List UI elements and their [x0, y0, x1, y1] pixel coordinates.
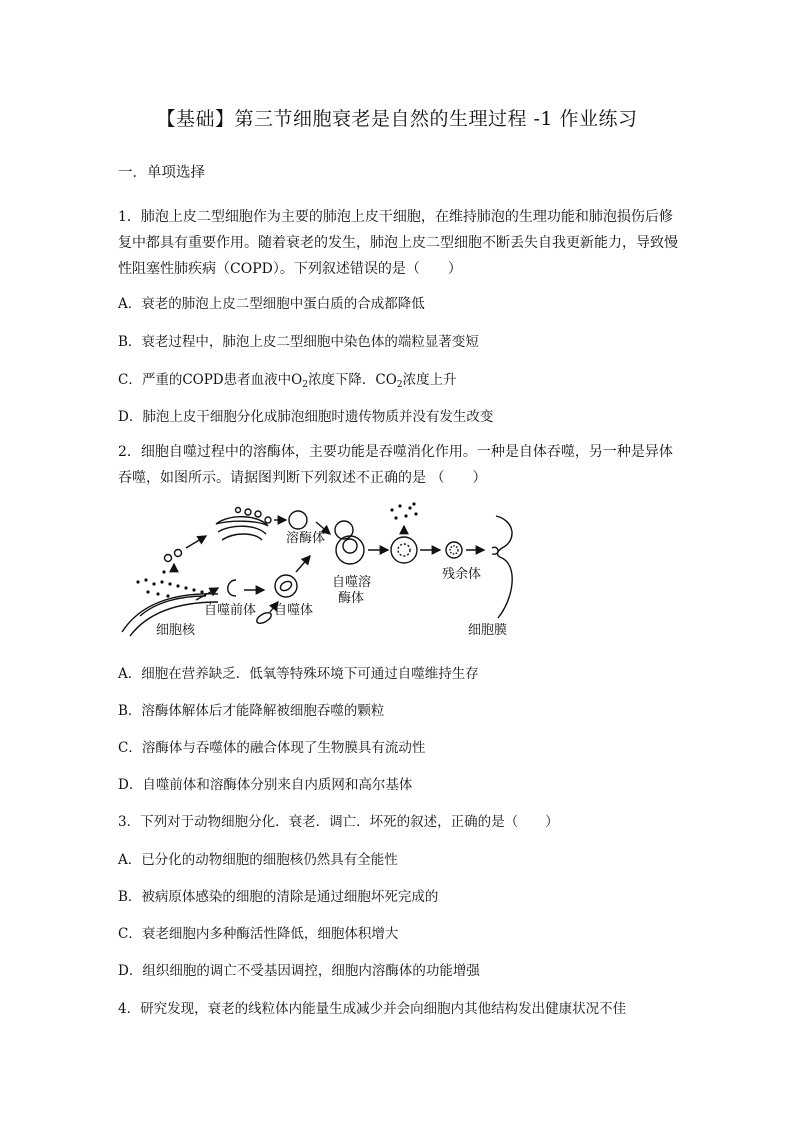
lysosome-shape — [289, 511, 307, 529]
page-title: 【基础】第三节细胞衰老是自然的生理过程 -1 作业练习 — [156, 108, 638, 130]
label-nucleus: 细胞核 — [156, 623, 196, 638]
question-1-stem: 1．肺泡上皮二型细胞作为主要的肺泡上皮干细胞，在维持肺泡的生理功能和肺泡损伤后修复中都具有重要作用。随着衰老的发生，肺泡上皮二型细胞不断丢失自我更新能力，导致慢性阻塞性肺疾病（COPD）。下列叙述错误的是（ ） — [118, 209, 678, 277]
section-title: 一．单项选择 — [118, 165, 205, 181]
q1-option-b: B．衰老过程中，肺泡上皮二型细胞中染色体的端粒显著变短 — [118, 334, 479, 350]
autophagosome-shape — [275, 575, 297, 597]
q1-option-a: A．衰老的肺泡上皮二型细胞中蛋白质的合成都降低 — [118, 296, 425, 312]
golgi-shape — [216, 508, 271, 541]
question-4-stem: 4．研究发现，衰老的线粒体内能量生成减少并会向细胞内其他结构发出健康状况不佳 — [118, 1001, 627, 1017]
q1-option-c: C．严重的COPD患者血液中$O_2$浓度下降．$CO_2$浓度上升 — [118, 372, 457, 390]
q2-option-c: C．溶酶体与吞噬体的融合体现了生物膜具有流动性 — [118, 740, 426, 756]
label-cell-membrane: 细胞膜 — [468, 623, 508, 638]
label-autophagosome: 自噬体 — [274, 603, 314, 618]
label-lysosome: 溶酶体 — [286, 531, 326, 546]
released-particles — [390, 502, 417, 519]
q3-option-a: A．已分化的动物细胞的细胞核仍然具有全能性 — [118, 852, 398, 868]
q3-option-c: C．衰老细胞内多种酶活性降低，细胞体积增大 — [118, 926, 399, 942]
q3-option-d: D．组织细胞的调亡不受基因调控，细胞内溶酶体的功能增强 — [118, 963, 480, 979]
cell-membrane-shape — [496, 516, 512, 618]
label-autolysosome-line2: 酶体 — [338, 591, 365, 606]
mitochondrion-shape — [255, 611, 273, 626]
label-residual-body: 残余体 — [442, 567, 482, 582]
autolysosome-shape — [335, 521, 364, 564]
er-granules — [136, 568, 203, 597]
question-3-stem: 3．下列对于动物细胞分化．衰老．调亡．坏死的叙述，正确的是（ ） — [118, 814, 559, 830]
label-pre-autophagosome: 自噬前体 — [204, 603, 257, 618]
question-2-stem: 2．细胞自噬过程中的溶酶体，主要功能是吞噬消化作用。一种是自体吞噬，另一种是异体吞噬，如图所示。请据图判断下列叙述不正确的是 （ ） — [118, 444, 673, 486]
digesting-vesicle-shape — [391, 537, 417, 563]
q2-option-a: A．细胞在营养缺乏．低氧等特殊环境下可通过自噬维持生存 — [118, 666, 479, 682]
q1-option-d: D．肺泡上皮干细胞分化成肺泡细胞时遗传物质并没有发生改变 — [118, 409, 494, 425]
residual-body-shape — [446, 542, 462, 558]
label-autolysosome-line1: 自噬溶 — [332, 575, 372, 590]
pre-autophagosome-shape — [228, 580, 236, 596]
q2-option-d: D．自噬前体和溶酶体分别来自内质网和高尔基体 — [118, 777, 413, 793]
vesicle-small-2 — [175, 550, 182, 557]
q3-option-b: B．被病原体感染的细胞的清除是通过细胞坏死完成的 — [118, 889, 439, 905]
q2-option-b: B．溶酶体解体后才能降解被细胞吞噬的颗粒 — [118, 703, 385, 719]
vesicle-small — [165, 555, 172, 562]
autophagy-diagram — [118, 500, 538, 642]
